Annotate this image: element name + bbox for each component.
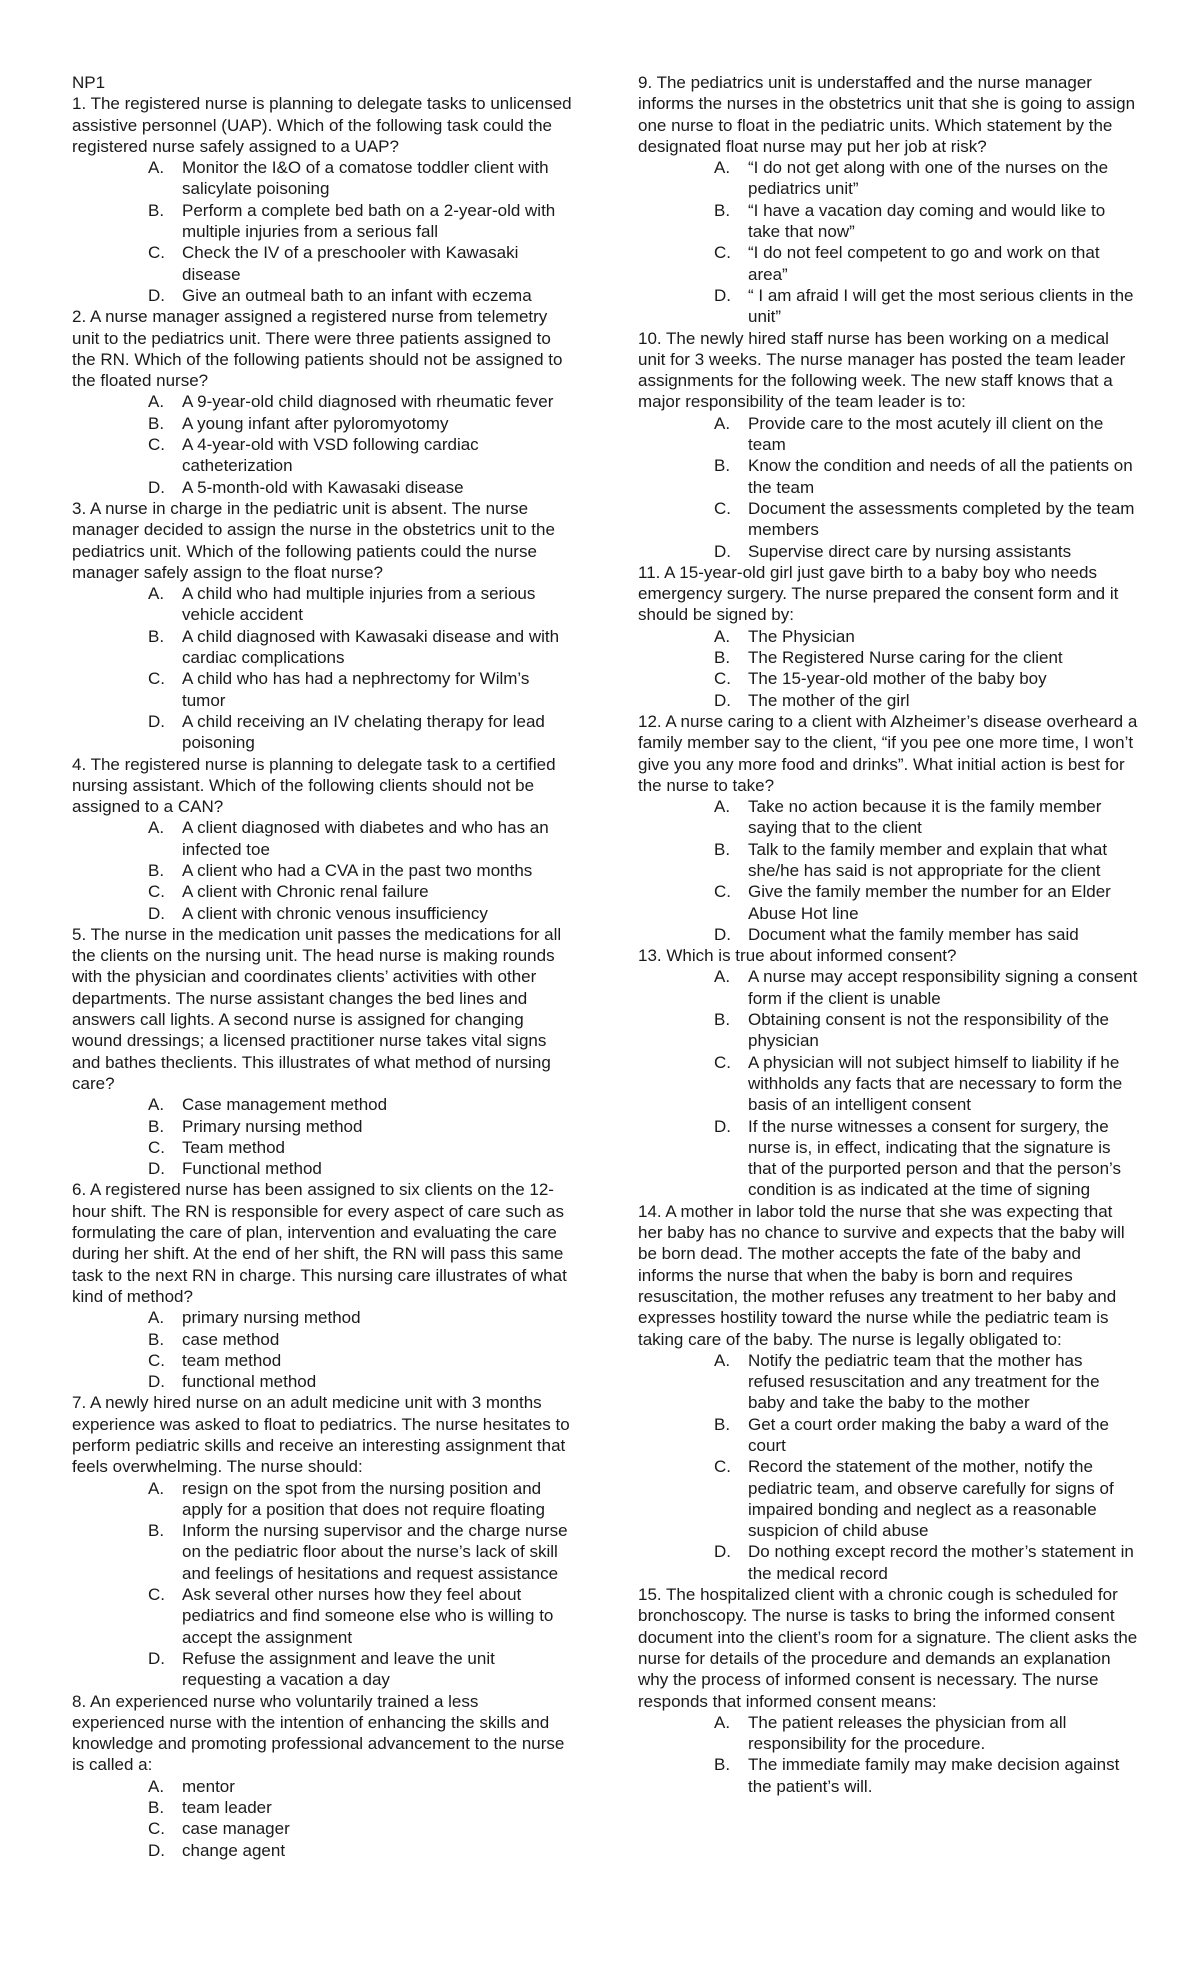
question-stem: 14. A mother in labor told the nurse that she was expecting that her baby has no chance to survive and expects that the baby will be born dead. The mother accepts the fate of the baby and informs the nurse that when the baby is born and requires resuscitation, the mother refuses any treatment to her baby and expresses hostility toward the nurse while the pediatric team is taking care of the baby. The nurse is legally obligated to: xyxy=(638,1201,1125,1349)
option-letter: D. xyxy=(714,1116,731,1136)
option-letter: A. xyxy=(148,818,165,838)
answer-option xyxy=(638,1541,1138,1584)
answer-option xyxy=(638,668,1138,689)
option-text: team method xyxy=(182,1350,282,1370)
answer-option xyxy=(72,1137,572,1158)
answer-option xyxy=(638,796,1138,839)
question xyxy=(72,93,572,306)
option-letter: B. xyxy=(148,413,165,433)
option-text: A 5-month-old with Kawasaki disease xyxy=(182,477,464,497)
answer-option xyxy=(638,626,1138,647)
answer-option xyxy=(638,413,1138,456)
option-letter: A. xyxy=(714,1350,731,1370)
answer-option xyxy=(72,157,572,200)
option-text: “I do not feel competent to go and work on that area” xyxy=(748,243,1100,284)
answer-option xyxy=(72,1094,572,1115)
option-letter: B. xyxy=(714,1755,731,1775)
answer-option xyxy=(72,1307,572,1328)
answer-option xyxy=(638,200,1138,243)
option-letter: B. xyxy=(148,1116,165,1136)
option-letter: A. xyxy=(148,1095,165,1115)
answer-options xyxy=(638,1712,1138,1797)
option-text: The Registered Nurse caring for the client xyxy=(748,648,1063,668)
option-letter: D. xyxy=(714,285,731,305)
question-stem: 15. The hospitalized client with a chronic cough is scheduled for bronchoscopy. The nurse is tasks to bring the informed consent document into the client’s room for a signature. The client asks the nurse for details of the procedure and demands an explanation why the process of informed consent is necessary. The nurse responds that informed consent means: xyxy=(638,1585,1138,1711)
option-text: Take no action because it is the family member saying that to the client xyxy=(748,797,1102,838)
option-letter: A. xyxy=(148,1776,165,1796)
option-letter: C. xyxy=(148,1585,165,1605)
question-stem: 2. A nurse manager assigned a registered nurse from telemetry unit to the pediatrics unit. There were three patients assigned to the RN. Which of the following patients should not be assigned to the floated nurse? xyxy=(72,307,563,391)
answer-option xyxy=(638,839,1138,882)
answer-options xyxy=(638,1350,1138,1584)
option-text: A physician will not subject himself to liability if he withholds any facts that are necessary to form the basis of an intelligent consent xyxy=(748,1052,1123,1115)
option-letter: A. xyxy=(148,584,165,604)
option-letter: D. xyxy=(148,477,165,497)
answer-option xyxy=(638,157,1138,200)
answer-option xyxy=(72,860,572,881)
question xyxy=(72,498,572,754)
answer-option xyxy=(638,647,1138,668)
answer-option xyxy=(72,817,572,860)
answer-options xyxy=(72,391,572,497)
answer-option xyxy=(72,1648,572,1691)
answer-option xyxy=(72,285,572,306)
question-stem: 9. The pediatrics unit is understaffed and the nurse manager informs the nurses in the obstetrics unit that she is going to assign one nurse to float in the pediatric units. Which statement by the designated float nurse may put her job at risk? xyxy=(638,73,1136,156)
option-text: A client with Chronic renal failure xyxy=(182,882,429,902)
option-letter: B. xyxy=(714,648,731,668)
option-text: mentor xyxy=(182,1776,235,1796)
option-text: The immediate family may make decision against the patient’s will. xyxy=(748,1755,1120,1796)
option-text: A 9-year-old child diagnosed with rheumatic fever xyxy=(182,392,554,412)
answer-option xyxy=(638,1456,1138,1541)
answer-option xyxy=(638,966,1138,1009)
answer-option xyxy=(72,1478,572,1521)
question-stem: 12. A nurse caring to a client with Alzheimer’s disease overheard a family member say to the client, “if you pee one more time, I won’t give you any more food and drinks”. What initial action is best for the nurse to take? xyxy=(638,711,1138,795)
answer-options xyxy=(638,796,1138,945)
option-letter: C. xyxy=(148,669,165,689)
option-letter: C. xyxy=(148,1819,165,1839)
answer-option xyxy=(638,541,1138,562)
option-text: Inform the nursing supervisor and the charge nurse on the pediatric floor about the nurse’s lack of skill and feelings of hesitations and request assistance xyxy=(182,1521,568,1583)
answer-option xyxy=(638,1712,1138,1755)
option-text: team leader xyxy=(182,1798,272,1818)
answer-option xyxy=(72,711,572,754)
option-letter: A. xyxy=(148,158,165,178)
option-text: A young infant after pyloromyotomy xyxy=(182,413,449,433)
option-text: change agent xyxy=(182,1840,286,1860)
option-text: The patient releases the physician from all responsibility for the procedure. xyxy=(748,1712,1067,1754)
option-text: The 15-year-old mother of the baby boy xyxy=(748,669,1047,689)
option-letter: C. xyxy=(148,243,165,263)
option-text: Record the statement of the mother, notify the pediatric team, and observe carefully for signs of impaired bonding and neglect as a reasonable suspicion of child abuse xyxy=(748,1457,1114,1541)
option-letter: A. xyxy=(714,626,731,646)
option-letter: C. xyxy=(148,1137,165,1157)
option-letter: D. xyxy=(714,924,731,944)
left-question-list xyxy=(72,93,572,1861)
question-stem: 6. A registered nurse has been assigned to six clients on the 12-hour shift. The RN is responsible for every aspect of care such as formulating the care of plan, intervention and evaluating the care during her shift. At the end of her shift, the RN will pass this same task to the next RN in charge. This nursing care illustrates of what kind of method? xyxy=(72,1180,567,1306)
answer-option xyxy=(72,626,572,669)
option-letter: C. xyxy=(714,1052,731,1072)
option-letter: D. xyxy=(148,285,165,305)
answer-option xyxy=(638,285,1138,328)
option-text: The Physician xyxy=(748,626,855,646)
question xyxy=(72,1691,572,1861)
option-text: A child who has had a nephrectomy for Wilm’s tumor xyxy=(182,669,530,710)
option-letter: B. xyxy=(714,200,731,220)
answer-options xyxy=(72,583,572,753)
option-letter: D. xyxy=(148,711,165,731)
option-text: case method xyxy=(182,1329,280,1349)
option-letter: D. xyxy=(714,1542,731,1562)
option-text: A child receiving an IV chelating therapy for lead poisoning xyxy=(182,711,545,753)
answer-option xyxy=(72,1776,572,1797)
answer-options xyxy=(72,1307,572,1392)
answer-option xyxy=(638,881,1138,924)
option-text: A client with chronic venous insufficiency xyxy=(182,903,488,923)
question-stem: 10. The newly hired staff nurse has been working on a medical unit for 3 weeks. The nurse manager has posted the team leader assignments for the following week. The new staff knows that a major responsibility of the team leader is to: xyxy=(638,328,1126,412)
option-text: Provide care to the most acutely ill client on the team xyxy=(748,413,1104,455)
option-text: case manager xyxy=(182,1819,290,1839)
option-letter: D. xyxy=(714,690,731,710)
option-text: Perform a complete bed bath on a 2-year-old with multiple injuries from a serious fall xyxy=(182,200,556,242)
answer-option xyxy=(72,903,572,924)
answer-option xyxy=(72,434,572,477)
option-letter: C. xyxy=(714,498,731,518)
left-column xyxy=(72,72,572,1861)
question-stem: 11. A 15-year-old girl just gave birth to a baby boy who needs emergency surgery. The nurse prepared the consent form and it should be signed by: xyxy=(638,562,1119,625)
question-stem: 1. The registered nurse is planning to delegate tasks to unlicensed assistive personnel (UAP). Which of the following task could the registered nurse safely assigned to a UAP? xyxy=(72,94,572,156)
option-letter: B. xyxy=(148,1798,165,1818)
option-letter: D. xyxy=(148,903,165,923)
option-letter: B. xyxy=(714,1414,731,1434)
option-letter: C. xyxy=(714,882,731,902)
question xyxy=(72,754,572,924)
question-stem: 3. A nurse in charge in the pediatric unit is absent. The nurse manager decided to assign the nurse in the obstetrics unit to the pediatrics unit. Which of the following patients could the nurse manager safely assign to the float nurse? xyxy=(72,498,555,582)
option-text: Case management method xyxy=(182,1095,388,1115)
answer-option xyxy=(72,413,572,434)
answer-options xyxy=(72,1776,572,1861)
option-text: Check the IV of a preschooler with Kawasaki disease xyxy=(182,243,519,284)
answer-options xyxy=(638,157,1138,327)
question xyxy=(72,924,572,1180)
answer-option xyxy=(638,1052,1138,1116)
option-text: Supervise direct care by nursing assistants xyxy=(748,541,1072,561)
answer-option xyxy=(638,1754,1138,1797)
answer-option xyxy=(638,242,1138,285)
question-stem: 8. An experienced nurse who voluntarily trained a less experienced nurse with the intention of enhancing the skills and knowledge and promoting professional advancement to the nurse is called a: xyxy=(72,1691,565,1775)
option-letter: C. xyxy=(714,669,731,689)
option-text: Notify the pediatric team that the mother has refused resuscitation and any treatment for the baby and take the baby to the mother xyxy=(748,1350,1100,1413)
option-text: If the nurse witnesses a consent for surgery, the nurse is, in effect, indicating that the signature is that of the purported person and that the person’s condition is as indicated at the time of signing xyxy=(748,1116,1122,1200)
option-letter: A. xyxy=(714,158,731,178)
question xyxy=(638,328,1138,562)
option-letter: A. xyxy=(714,1712,731,1732)
option-text: The mother of the girl xyxy=(748,690,910,710)
option-letter: D. xyxy=(148,1372,165,1392)
option-text: Give the family member the number for an Elder Abuse Hot line xyxy=(748,882,1111,923)
option-text: Do nothing except record the mother’s statement in the medical record xyxy=(748,1542,1134,1583)
answer-options xyxy=(638,626,1138,711)
option-letter: C. xyxy=(714,1457,731,1477)
answer-options xyxy=(638,413,1138,562)
option-text: Get a court order making the baby a ward of the court xyxy=(748,1414,1109,1455)
answer-option xyxy=(72,200,572,243)
option-text: Ask several other nurses how they feel about pediatrics and find someone else who is willing to accept the assignment xyxy=(182,1585,554,1647)
option-text: Functional method xyxy=(182,1159,322,1179)
option-letter: B. xyxy=(148,860,165,880)
option-text: A client who had a CVA in the past two months xyxy=(182,860,533,880)
option-text: “I do not get along with one of the nurses on the pediatrics unit” xyxy=(748,158,1109,199)
answer-option xyxy=(72,1329,572,1350)
answer-option xyxy=(638,498,1138,541)
answer-options xyxy=(72,817,572,923)
answer-option xyxy=(72,242,572,285)
option-letter: B. xyxy=(148,1329,165,1349)
answer-option xyxy=(72,1116,572,1137)
question-stem: 7. A newly hired nurse on an adult medicine unit with 3 months experience was asked to float to pediatrics. The nurse hesitates to perform pediatric skills and receive an interesting assignment that feels overwhelming. The nurse should: xyxy=(72,1393,570,1477)
option-letter: D. xyxy=(714,541,731,561)
answer-option xyxy=(638,690,1138,711)
option-letter: A. xyxy=(148,1478,165,1498)
question-stem: 4. The registered nurse is planning to delegate task to a certified nursing assistant. Which of the following clients should not be assigned to a CAN? xyxy=(72,754,556,817)
option-text: Document what the family member has said xyxy=(748,924,1079,944)
question xyxy=(72,1392,572,1690)
option-text: Talk to the family member and explain that what she/he has said is not appropriate for the client xyxy=(748,839,1108,880)
answer-option xyxy=(72,1818,572,1839)
option-text: primary nursing method xyxy=(182,1308,361,1328)
answer-option xyxy=(638,924,1138,945)
option-text: Obtaining consent is not the responsibility of the physician xyxy=(748,1010,1109,1051)
question xyxy=(638,72,1138,328)
answer-option xyxy=(72,881,572,902)
question xyxy=(72,306,572,498)
answer-option xyxy=(72,391,572,412)
option-text: Team method xyxy=(182,1137,285,1157)
option-text: A child diagnosed with Kawasaki disease and with cardiac complications xyxy=(182,626,560,668)
option-letter: A. xyxy=(714,797,731,817)
option-letter: B. xyxy=(148,200,165,220)
answer-options xyxy=(72,157,572,306)
answer-option xyxy=(72,1350,572,1371)
option-letter: C. xyxy=(148,882,165,902)
option-text: Give an outmeal bath to an infant with eczema xyxy=(182,285,532,305)
option-letter: A. xyxy=(714,413,731,433)
option-text: “I have a vacation day coming and would like to take that now” xyxy=(748,200,1106,242)
option-text: Document the assessments completed by the team members xyxy=(748,498,1135,540)
option-text: resign on the spot from the nursing position and apply for a position that does not require floating xyxy=(182,1478,545,1519)
answer-option xyxy=(72,1158,572,1179)
answer-options xyxy=(72,1478,572,1691)
option-text: A 4-year-old with VSD following cardiac catheterization xyxy=(182,435,479,476)
option-letter: D. xyxy=(148,1648,165,1668)
answer-option xyxy=(638,1350,1138,1414)
answer-option xyxy=(72,1840,572,1861)
option-text: Refuse the assignment and leave the unit requesting a vacation a day xyxy=(182,1648,495,1690)
answer-option xyxy=(72,477,572,498)
question xyxy=(638,1584,1138,1797)
option-text: “ I am afraid I will get the most serious clients in the unit” xyxy=(748,285,1134,327)
answer-option xyxy=(72,1520,572,1584)
option-text: functional method xyxy=(182,1372,317,1392)
option-letter: C. xyxy=(714,243,731,263)
question xyxy=(638,945,1138,1201)
answer-options xyxy=(72,1094,572,1179)
question-stem: 13. Which is true about informed consent? xyxy=(638,946,957,966)
option-letter: A. xyxy=(148,1308,165,1328)
option-letter: D. xyxy=(148,1840,165,1860)
answer-option xyxy=(638,1009,1138,1052)
answer-option xyxy=(638,1414,1138,1457)
option-text: Know the condition and needs of all the patients on the team xyxy=(748,456,1133,497)
option-letter: B. xyxy=(148,1521,165,1541)
option-text: A nurse may accept responsibility signing a consent form if the client is unable xyxy=(748,967,1138,1008)
answer-option xyxy=(638,1116,1138,1201)
option-text: Primary nursing method xyxy=(182,1116,363,1136)
option-letter: B. xyxy=(714,456,731,476)
option-text: A client diagnosed with diabetes and who has an infected toe xyxy=(182,818,549,859)
question xyxy=(638,1201,1138,1584)
right-column xyxy=(638,72,1138,1797)
answer-option xyxy=(72,583,572,626)
option-letter: B. xyxy=(714,839,731,859)
answer-option xyxy=(72,1797,572,1818)
option-letter: C. xyxy=(148,1350,165,1370)
option-letter: C. xyxy=(148,435,165,455)
question-stem: 5. The nurse in the medication unit passes the medications for all the clients on the nursing unit. The head nurse is making rounds with the physician and coordinates clients’ activities with other departments. The nurse assistant changes the bed lines and answers call lights. A second nurse is assigned for changing wound dressings; a licensed practitioner nurse takes vital signs and bathes theclients. This illustrates of what method of nursing care? xyxy=(72,924,562,1093)
option-letter: A. xyxy=(714,967,731,987)
right-question-list xyxy=(638,72,1138,1797)
answer-option xyxy=(72,1584,572,1648)
option-letter: A. xyxy=(148,392,165,412)
answer-option xyxy=(72,1371,572,1392)
answer-options xyxy=(638,966,1138,1200)
option-text: Monitor the I&O of a comatose toddler client with salicylate poisoning xyxy=(182,158,549,199)
answer-option xyxy=(638,455,1138,498)
question xyxy=(638,562,1138,711)
question xyxy=(72,1179,572,1392)
option-letter: B. xyxy=(148,626,165,646)
option-text: A child who had multiple injuries from a serious vehicle accident xyxy=(182,584,536,625)
document-header: NP1 xyxy=(72,73,106,92)
question xyxy=(638,711,1138,945)
option-letter: B. xyxy=(714,1010,731,1030)
option-letter: D. xyxy=(148,1159,165,1179)
answer-option xyxy=(72,668,572,711)
